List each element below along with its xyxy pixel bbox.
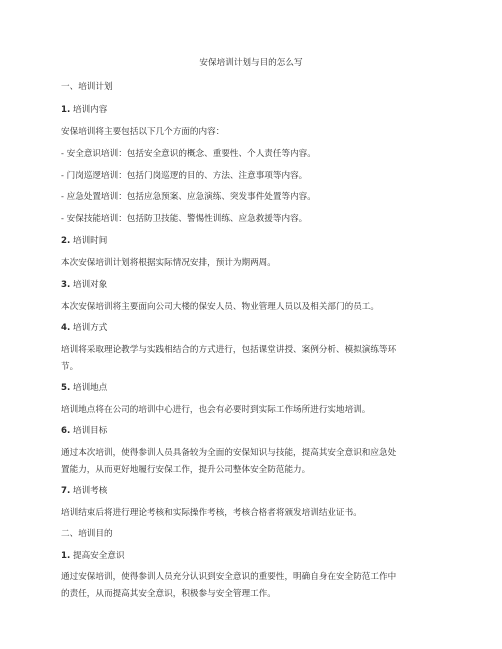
item-number: 6. — [61, 426, 71, 436]
item-number: 3. — [61, 280, 71, 290]
paragraph: 培训地点将在公司的培训中心进行，也会有必要时到实际工作场所进行实地培训。 — [61, 405, 371, 415]
paragraph: 安保培训将主要包括以下几个方面的内容： — [61, 127, 225, 137]
item-heading — [61, 103, 444, 117]
item-title: 培训对象 — [72, 280, 108, 290]
paragraph: 培训结束后将进行理论考核和实际操作考核，考核合格者将颁发培训结业证书。 — [61, 508, 362, 518]
section1-heading: 一、培训计划 — [61, 82, 113, 92]
paragraph-line: 通过安保培训，使得参训人员充分认识到安全意识的重要性，明确自身在安全防范工作中 — [61, 572, 397, 582]
item-heading — [61, 278, 444, 292]
item-number: 5. — [61, 383, 71, 393]
item-title: 培训方式 — [72, 323, 108, 333]
paragraph: 本次安保培训计划将根据实际情况安排，预计为期两周。 — [61, 258, 276, 268]
bullet-item: - 安保技能培训：包括防卫技能、警惕性训练、应急救援等内容。 — [61, 214, 308, 224]
paragraph-line: 的责任，从而提高其安全意识，积极参与安全管理工作。 — [61, 589, 276, 599]
item-heading — [61, 484, 444, 498]
item-heading — [61, 234, 444, 248]
item-title: 提高安全意识 — [72, 551, 125, 561]
document-title: 安保培训计划与目的怎么写 — [199, 58, 303, 68]
item-number: 2. — [61, 236, 71, 246]
bullet-item: - 安全意识培训：包括安全意识的概念、重要性、个人责任等内容。 — [61, 149, 316, 159]
paragraph-line: 置能力，从而更好地履行安保工作，提升公司整体安全防范能力。 — [61, 465, 311, 475]
item-heading — [61, 549, 444, 563]
item-title: 培训目标 — [72, 426, 108, 436]
bullet-item: - 应急处置培训：包括应急预案、应急演练、突发事件处置等内容。 — [61, 192, 316, 202]
item-number: 1. — [61, 105, 71, 115]
paragraph: 本次安保培训将主要面向公司大楼的保安人员、物业管理人员以及相关部门的员工。 — [61, 302, 379, 312]
item-title: 培训内容 — [72, 105, 108, 115]
paragraph-line: 通过本次培训，使得参训人员具备较为全面的安保知识与技能，提高其安全意识和应急处 — [61, 448, 397, 458]
paragraph-line: 培训将采取理论教学与实践相结合的方式进行，包括课堂讲授、案例分析、模拟演练等环 — [61, 345, 397, 355]
item-title: 培训考核 — [72, 486, 108, 496]
bullet-item: - 门岗巡逻培训：包括门岗巡逻的目的、方法、注意事项等内容。 — [61, 171, 308, 181]
item-heading — [61, 424, 444, 438]
paragraph-line: 节。 — [61, 362, 79, 372]
item-heading — [61, 321, 444, 335]
item-title: 培训时间 — [72, 236, 108, 246]
item-number: 1. — [61, 551, 71, 561]
section2-heading: 二、培训目的 — [61, 529, 113, 539]
item-title: 培训地点 — [72, 383, 108, 393]
item-number: 7. — [61, 486, 71, 496]
item-heading — [61, 381, 444, 395]
item-number: 4. — [61, 323, 71, 333]
